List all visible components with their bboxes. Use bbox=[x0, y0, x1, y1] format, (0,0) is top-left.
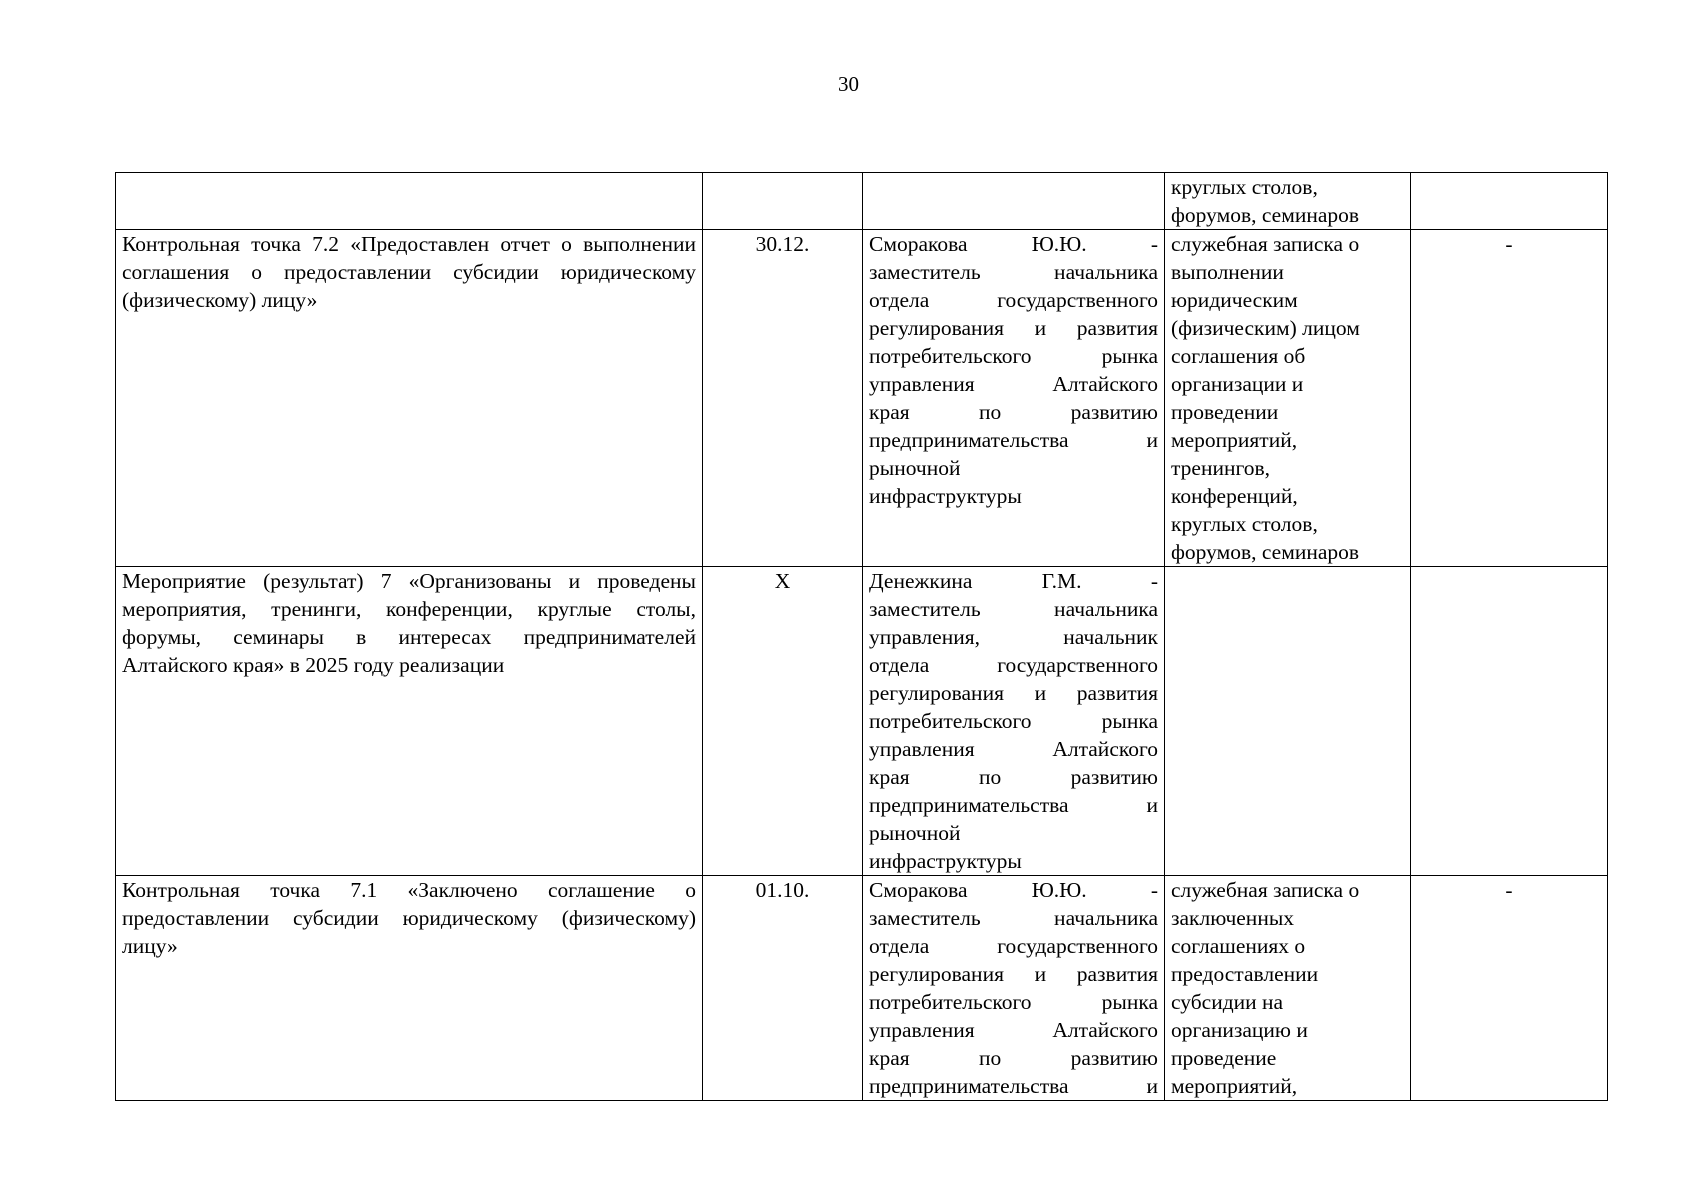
document-line: (физическим) лицом bbox=[1171, 316, 1360, 340]
date-cell bbox=[703, 173, 863, 230]
responsible-line: края по развитию bbox=[869, 1046, 1158, 1070]
document-line: мероприятий, bbox=[1171, 428, 1298, 452]
table-row bbox=[116, 173, 1608, 230]
document-cell bbox=[1165, 230, 1411, 567]
description-cell bbox=[116, 173, 703, 230]
page-number: 30 bbox=[838, 72, 859, 96]
responsible-line: регулирования и развития bbox=[869, 962, 1158, 986]
document-cell bbox=[1165, 173, 1411, 230]
note-cell bbox=[1411, 567, 1608, 876]
document-line: выполнении bbox=[1171, 260, 1284, 284]
responsible-line: края по развитию bbox=[869, 400, 1158, 424]
responsible-line: предпринимательства и bbox=[869, 428, 1158, 452]
document-line: форумов, семинаров bbox=[1171, 540, 1360, 564]
document-line: круглых столов, bbox=[1171, 512, 1318, 536]
description-cell: Контрольная точка 7.1 «Заключено соглашение о предоставлении субсидии юридическому (физическому) лицу» bbox=[116, 876, 703, 1101]
document-line: служебная записка о bbox=[1171, 232, 1360, 256]
document-line: организации и bbox=[1171, 372, 1304, 396]
responsible-line: Денежкина Г.М. - bbox=[869, 569, 1158, 593]
responsible-line: потребительского рынка bbox=[869, 990, 1158, 1014]
table-row bbox=[116, 876, 1608, 1101]
document-line: предоставлении bbox=[1171, 962, 1319, 986]
document-table bbox=[115, 172, 1608, 1101]
document-line: организацию и bbox=[1171, 1018, 1308, 1042]
document-line: конференций, bbox=[1171, 484, 1298, 508]
responsible-line: инфраструктуры bbox=[869, 484, 1022, 508]
responsible-cell bbox=[863, 567, 1165, 876]
responsible-line: предпринимательства и bbox=[869, 1074, 1158, 1098]
responsible-line: края по развитию bbox=[869, 765, 1158, 789]
responsible-cell bbox=[863, 173, 1165, 230]
document-cell bbox=[1165, 876, 1411, 1101]
responsible-line: управления, начальник bbox=[869, 625, 1158, 649]
responsible-line: рыночной bbox=[869, 821, 961, 845]
responsible-line: потребительского рынка bbox=[869, 709, 1158, 733]
description-cell: Мероприятие (результат) 7 «Организованы и проведены мероприятия, тренинги, конференции, круглые столы, форумы, семинары в интересах предпринимателей Алтайского края» в 2025 году реализации bbox=[116, 567, 703, 876]
responsible-line: Сморакова Ю.Ю. - bbox=[869, 878, 1158, 902]
document-line: тренингов, bbox=[1171, 456, 1271, 480]
document-line: субсидии на bbox=[1171, 990, 1284, 1014]
document-line: форумов, семинаров bbox=[1171, 203, 1360, 227]
responsible-line: отдела государственного bbox=[869, 288, 1158, 312]
document-line: проведении bbox=[1171, 400, 1279, 424]
document-line: заключенных bbox=[1171, 906, 1295, 930]
document-line: соглашениях о bbox=[1171, 934, 1306, 958]
responsible-line: управления Алтайского bbox=[869, 1018, 1158, 1042]
responsible-line: рыночной bbox=[869, 456, 961, 480]
responsible-line: заместитель начальника bbox=[869, 597, 1158, 621]
table-row bbox=[116, 230, 1608, 567]
responsible-line: предпринимательства и bbox=[869, 793, 1158, 817]
note-cell: - bbox=[1411, 230, 1608, 567]
responsible-line: отдела государственного bbox=[869, 934, 1158, 958]
responsible-line: потребительского рынка bbox=[869, 344, 1158, 368]
document-line: круглых столов, bbox=[1171, 175, 1318, 199]
document-line: служебная записка о bbox=[1171, 878, 1360, 902]
date-cell: 30.12. bbox=[703, 230, 863, 567]
responsible-line: регулирования и развития bbox=[869, 681, 1158, 705]
responsible-cell bbox=[863, 876, 1165, 1101]
responsible-line: управления Алтайского bbox=[869, 737, 1158, 761]
responsible-line: управления Алтайского bbox=[869, 372, 1158, 396]
description-cell: Контрольная точка 7.2 «Предоставлен отчет о выполнении соглашения о предоставлении субсидии юридическому (физическому) лицу» bbox=[116, 230, 703, 567]
responsible-line: инфраструктуры bbox=[869, 849, 1022, 873]
document-line: юридическим bbox=[1171, 288, 1298, 312]
date-cell: X bbox=[703, 567, 863, 876]
date-cell: 01.10. bbox=[703, 876, 863, 1101]
responsible-cell bbox=[863, 230, 1165, 567]
note-cell bbox=[1411, 173, 1608, 230]
responsible-line: отдела государственного bbox=[869, 653, 1158, 677]
responsible-line: регулирования и развития bbox=[869, 316, 1158, 340]
responsible-line: заместитель начальника bbox=[869, 906, 1158, 930]
document-cell bbox=[1165, 567, 1411, 876]
document-line: мероприятий, bbox=[1171, 1074, 1298, 1098]
table-row bbox=[116, 567, 1608, 876]
responsible-line: заместитель начальника bbox=[869, 260, 1158, 284]
document-line: проведение bbox=[1171, 1046, 1277, 1070]
document-line: соглашения об bbox=[1171, 344, 1306, 368]
note-cell: - bbox=[1411, 876, 1608, 1101]
responsible-line: Сморакова Ю.Ю. - bbox=[869, 232, 1158, 256]
